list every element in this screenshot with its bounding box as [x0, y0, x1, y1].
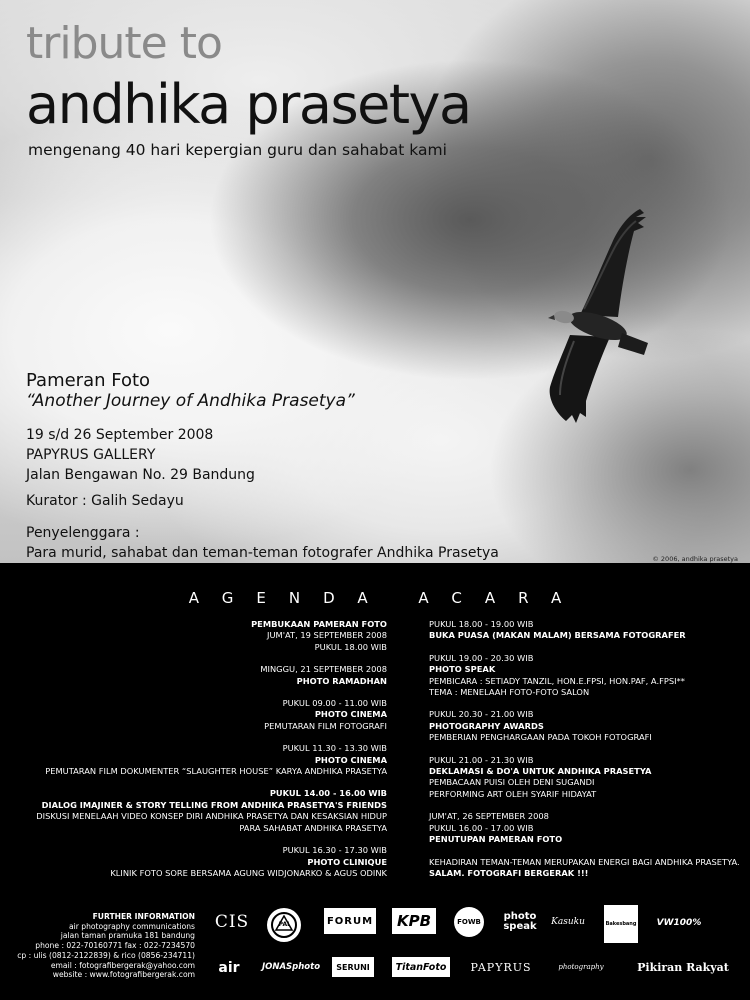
sponsor-logo-seruni: SERUNI: [332, 957, 374, 977]
agenda-line: PEMBICARA : SETIADY TANZIL, HON.E.FPSI, HON.PAF, A.FPSI**: [429, 675, 685, 686]
soaring-bird-image: [540, 205, 660, 430]
sponsor-logo-vw100: VW100%: [656, 918, 702, 928]
agenda-line: PEMUTARAN FILM FOTOGRAFI: [264, 720, 387, 731]
sponsor-logo-kpb: KPB: [392, 908, 436, 934]
agenda-line: PHOTO CLINIQUE: [307, 856, 387, 867]
further-info-line: phone : 022-70160771 fax : 022-7234570: [35, 941, 195, 951]
sponsor-logo-kasuku: Kasuku: [551, 917, 585, 927]
sponsor-logos: [212, 905, 742, 985]
sponsor-logo-pai: PAI: [264, 905, 304, 945]
agenda-right-column: [429, 619, 749, 890]
agenda-left-column: [27, 619, 387, 890]
agenda-line: PEMBERIAN PENGHARGAAN PADA TOKOH FOTOGRAFI: [429, 732, 652, 743]
exhibition-venue: PAPYRUS GALLERY: [26, 447, 156, 463]
organizer: Para murid, sahabat dan teman-teman fotografer Andhika Prasetya: [26, 545, 499, 561]
agenda-line: PEMUTARAN FILM DOKUMENTER “SLAUGHTER HOUSE” KARYA ANDHIKA PRASETYA: [45, 766, 387, 777]
further-info-line: air photography communications: [68, 921, 195, 931]
agenda-line: DIALOG IMAJINER & STORY TELLING FROM ANDHIKA PRASETYA'S FRIENDS: [41, 799, 387, 810]
agenda-line: PHOTOGRAPHY AWARDS: [429, 720, 544, 731]
left-event: [27, 845, 387, 879]
agenda-line: PHOTO SPEAK: [429, 664, 496, 675]
agenda-line: PUKUL 16.30 - 17.30 WIB: [282, 845, 387, 856]
right-event: [429, 619, 749, 642]
organizer-label: Penyelenggara :: [26, 525, 140, 541]
agenda-line: JUM'AT, 26 SEPTEMBER 2008: [429, 811, 549, 822]
agenda-line: PUKUL 14.00 - 16.00 WIB: [269, 788, 387, 799]
photo-credit: © 2006, andhika prasetya: [652, 555, 738, 563]
exhibition-info: [26, 370, 499, 563]
right-event: [429, 653, 749, 699]
agenda-line: PUKUL 21.00 - 21.30 WIB: [429, 754, 534, 765]
sponsor-logo-titanfoto: TitanFoto: [392, 957, 450, 977]
further-information: [17, 912, 195, 980]
right-event: [429, 857, 749, 880]
sponsor-logo-photography: photography: [558, 963, 604, 971]
agenda-line: JUM'AT, 19 SEPTEMBER 2008: [267, 630, 387, 641]
agenda-line: PHOTO CINEMA: [314, 709, 387, 720]
exhibition-address: Jalan Bengawan No. 29 Bandung: [26, 467, 255, 483]
agenda-line: PARA SAHABAT ANDHIKA PRASETYA: [239, 822, 387, 833]
agenda-line: PUKUL 09.00 - 11.00 WIB: [282, 698, 387, 709]
agenda-line: PEMBUKAAN PAMERAN FOTO: [251, 619, 387, 629]
agenda-line: PUKUL 18.00 WIB: [314, 641, 387, 652]
sponsor-logo-air: air: [218, 960, 240, 976]
sponsor-logo-photo-speak: photo speak: [503, 911, 537, 932]
title-line-2: andhika prasetya: [26, 73, 471, 136]
sponsor-logo-fowb: FOWB: [452, 905, 486, 939]
further-info-line: email : fotografibergerak@yahoo.com: [50, 960, 195, 970]
agenda-line: MINGGU, 21 SEPTEMBER 2008: [260, 664, 387, 675]
sponsor-logo-forum: FORUM: [324, 908, 376, 934]
agenda-line: PUKUL 20.30 - 21.00 WIB: [429, 709, 534, 720]
exhibition-title: “Another Journey of Andhika Prasetya”: [26, 391, 355, 411]
exhibition-dates: 19 s/d 26 September 2008: [26, 427, 214, 443]
agenda-line: PEMBACAAN PUISI OLEH DENI SUGANDI: [429, 777, 595, 788]
agenda-line: DEKLAMASI & DO'A UNTUK ANDHIKA PRASETYA: [429, 766, 652, 777]
exhibition-label: Pameran Foto: [26, 370, 151, 391]
sponsor-logo-cis: CIS: [214, 912, 250, 932]
right-event: [429, 811, 749, 845]
curator: Kurator : Galih Sedayu: [26, 493, 184, 509]
further-info-line: jalan taman pramuka 181 bandung: [60, 931, 195, 941]
agenda-line: DISKUSI MENELAAH VIDEO KONSEP DIRI ANDHIKA PRASETYA DAN KESAKSIAN HIDUP: [36, 811, 387, 822]
agenda-line: PUKUL 18.00 - 19.00 WIB: [429, 619, 534, 629]
agenda-line: KLINIK FOTO SORE BERSAMA AGUNG WIDJONARKO & AGUS ODINK: [110, 867, 387, 878]
agenda-line: PUKUL 16.00 - 17.00 WIB: [429, 822, 534, 833]
right-event: [429, 755, 749, 801]
agenda-line: SALAM. FOTOGRAFI BERGERAK !!!: [429, 867, 589, 878]
title-line-1: tribute to: [26, 18, 222, 69]
agenda-line: PHOTO CINEMA: [314, 754, 387, 765]
sponsor-logo-jonasphoto: JONASphoto: [261, 962, 321, 972]
left-event: [27, 743, 387, 777]
agenda-line: PUKUL 19.00 - 20.30 WIB: [429, 652, 534, 663]
agenda-line: PERFORMING ART OLEH SYARIF HIDAYAT: [429, 788, 597, 799]
left-event: [27, 788, 387, 834]
further-info-line: website : www.fotografibergerak.com: [52, 970, 195, 980]
agenda-title: AGENDA ACARA: [188, 589, 585, 607]
sponsor-logo-bakesbang: Bakesbang: [604, 905, 638, 943]
agenda-line: KEHADIRAN TEMAN-TEMAN MERUPAKAN ENERGI BAGI ANDHIKA PRASETYA.: [429, 856, 740, 867]
left-event: [27, 698, 387, 732]
right-event: [429, 709, 749, 743]
sponsor-logo-papyrus: PAPYRUS: [470, 960, 532, 974]
further-info-title: FURTHER INFORMATION: [92, 912, 195, 921]
further-info-lines: [17, 922, 195, 980]
agenda-line: PUKUL 11.30 - 13.30 WIB: [282, 743, 387, 754]
agenda-section: [0, 563, 750, 1000]
agenda-line: BUKA PUASA (MAKAN MALAM) BERSAMA FOTOGRAFER: [429, 630, 686, 641]
further-info-line: cp : ulis (0812-2122839) & rico (0856-234711): [17, 950, 195, 960]
left-event: [27, 664, 387, 687]
agenda-line: TEMA : MENELAAH FOTO-FOTO SALON: [429, 687, 590, 698]
agenda-line: PHOTO RAMADHAN: [296, 675, 387, 686]
sponsor-logo-pikiran-rakyat: Pikiran Rakyat: [637, 960, 729, 974]
left-event: [27, 619, 387, 653]
subtitle: mengenang 40 hari kepergian guru dan sahabat kami: [28, 141, 447, 159]
agenda-line: PENUTUPAN PAMERAN FOTO: [429, 834, 563, 845]
